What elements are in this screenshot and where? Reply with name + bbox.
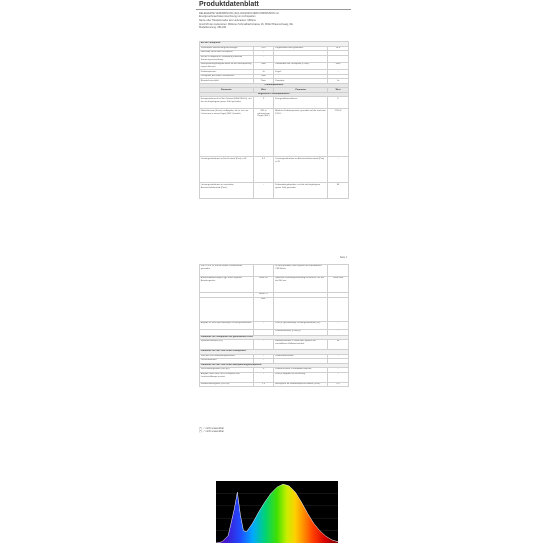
intro-line-1: DELEGIERTE VERORDNUNG (EU) 2019/2015 DER KOMMISSION zur (199, 12, 279, 15)
section-title: Art der Lichtquelle: (200, 42, 349, 47)
table-row: Farbkoordinaten (x und y): - (200, 329, 349, 335)
section-title: Parameter für LED- und OLED-Netzspannungslichtquellen: (200, 363, 349, 368)
spectrum-svg (208, 478, 342, 550)
table-row: Für CLS in W, auf die zweite Dezimalstelle gerundet: in Zahl gerundet, oder Spanne der einstellbaren CRI-Werte: (200, 265, 349, 277)
table-row: Lichtquelle mit hoher Leuchtdichte: Nein (200, 74, 349, 79)
table-row: Blendschutzschild: Nein Dimmbar: Ja (200, 79, 349, 84)
table-row: Flimmer-Messgröße (Pst LM): 1,0 Messgröße für stroboskopische Effekte (SVM): 0,9 (200, 382, 349, 387)
supplier-name: Name oder Handelsmarke des Lieferanten: MiDime (199, 19, 256, 23)
page-number: Seite 1 (339, 257, 347, 259)
table-row: Verwendete Beleuchtungstechnologie: LED Ungebündelt oder gebündelt: DLS (200, 46, 349, 51)
table-row: Spitzenlichtstärke (cd): - Halbwertswinkel in Grad oder Spanne der einstellbaren Halbwertswinkel: 56 (200, 340, 349, 350)
parameter-table-top (199, 41, 349, 199)
section-title: Parameter für Lichtquellen mit gebündeltem Licht: (200, 335, 349, 340)
title-bar (196, 0, 351, 10)
table-row: Lichtstromerhalt: - (200, 359, 349, 364)
footnotes (199, 427, 224, 433)
supplier-address: Anschrift des Lieferanten: Mittleres Schmalbachstrasse 16, 38112 Braunschweig, DE (199, 22, 293, 26)
table-row: Verschiebungsfaktor (cos φ1): 0 Farbkonsistenz in MacAdam-Ellipsen: - (200, 368, 349, 373)
parameter-table-continued (199, 264, 349, 387)
table-row: Tiefe - (200, 297, 349, 321)
table-row: Wert des R9-Farbwiedergabeindex: - Lebensdauerfaktor: - (200, 354, 349, 359)
table-row: Netz-oder Nicht-Netz-Lichtquelle: - (200, 51, 349, 56)
table-row: Mit der Lichtquelle in Verbindung stehende Steuerungsvorrichtung: - (200, 55, 349, 62)
footnote: (*) ‚-': nicht anwendbar (199, 430, 224, 434)
table-row: Leistungsaufnahme im Ein-Zustand (Pon) in W: 8,2 Leistungsaufnahme im Bereitschaftszustand (Psb) in W: - (200, 157, 349, 183)
section-title: Produktparameter (200, 83, 349, 88)
document-title: Produktdatenblatt (199, 1, 259, 8)
table-row: Netzspannungsfähigkeit direkt an die Netzspannung angeschlossen: Nein Unmittelbar am Lichtquelle (LLMS): Nein (200, 62, 349, 69)
regulation-intro (199, 12, 349, 29)
table-row: Breite 22 (200, 293, 349, 298)
footnote: (*) ‚-': nicht anwendbar (199, 427, 224, 430)
table-row: Leistungsaufnahme im vernetzten Bereitschaftsbetrieb (Pnet): - Farbwiedergabeindex, auf die nächstgelegene ganze Zahl gerundet: 80 (200, 183, 349, 199)
spectral-distribution-chart (208, 478, 342, 550)
table-row: Energieverbrauch im Ein-Zustand (kWh/1000 h), auf die nächstgelegene ganze Zahl gerundet: 9 Energieeffizienzklasse: F (200, 97, 349, 109)
intro-line-2: Energieverbrauchskennzeichnung von Lichtquellen (199, 15, 256, 19)
section-title: Allgemeine Produktparameter: (200, 92, 349, 97)
table-header-row: Parameter Wert Parameter Wert (200, 88, 349, 93)
table-row: Farbtemperatur: Ja Kegel: - (200, 70, 349, 75)
table-row: Nutzlichtstrom (Φuse) mit Angabe, ob es sich um Lichtstrom in einem Kegel (360°) handelt: 820 in sphärischem Kegel (360°) Ähnliche Farbtemperatur, gerundet auf die nächsten 100 K: 2700 K (200, 109, 349, 157)
table-row: Äußere Abmessungen, ggf. ohne separate Betriebsgeräte: Höhe 90 Spektrale Strahlungsverteilung im Bereich 250 nm bis 800 nm: Siehe Bild (200, 277, 349, 293)
model-identifier: Modellkennung: 2811/40 (199, 25, 227, 29)
table-row: Angabe zu einer gleichwertigen Leistungsaufnahme: - Falls ja, gleichwertige Leistungsaufnahme (W): - (200, 321, 349, 329)
section-title: Parameter für LED- und OLED-Lichtquellen: (200, 350, 349, 355)
table-row: Angabe, dass eine LED-Lichtquelle eine Leuchtstofflampe ersetzt: - Falls ja, Angabe zur Ersetzung: - (200, 372, 349, 382)
product-datasheet (196, 0, 351, 440)
